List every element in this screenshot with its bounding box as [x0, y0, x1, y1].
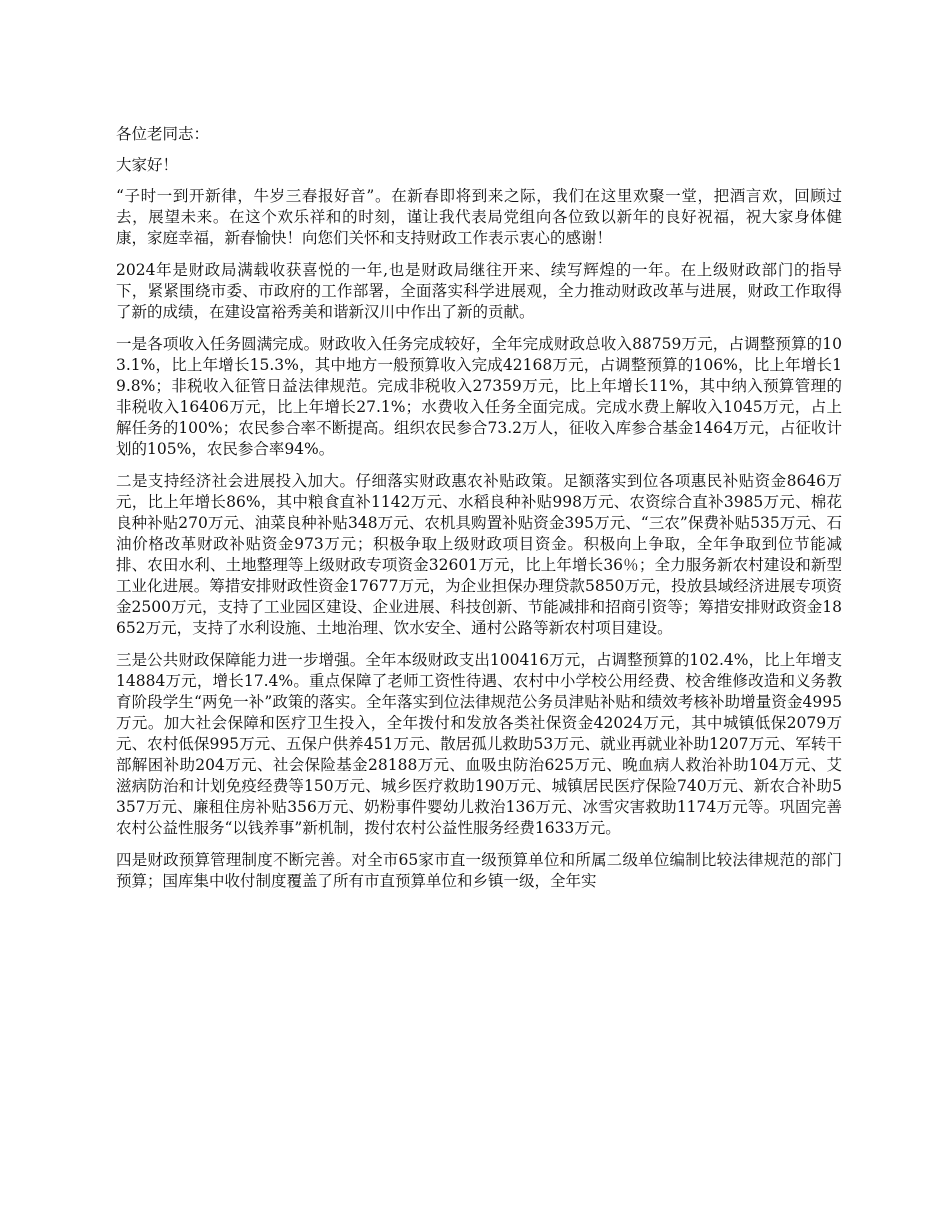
paragraph-budget-management: 四是财政预算管理制度不断完善。对全市65家市直一级预算单位和所属二级单位编制比较法律规范的部门预算；国库集中收付制度覆盖了所有市直预算单位和乡镇一级，全年实	[116, 851, 842, 890]
paragraph-economic-support: 二是支持经济社会进展投入加大。仔细落实财政惠农补贴政策。足额落实到位各项惠民补贴资金8646万元，比上年增长86%，其中粮食直补1142万元、水稻良种补贴998万元、农资综合直补3985万元、棉花良种补贴270万元、油菜良种补贴348万元、农机具购置补贴资金395万元、“三农”保费补贴535万元、石油价格改革财政补贴资金973万元；积极争取上级财政项目资金。积极向上争取，全年争取到位节能减排、农田水利、土地整理等上级财政专项资金32601万元，比上年增长36％；全力服务新农村建设和新型工业化进展。筹措安排财政性资金17677万元，为企业担保办理贷款5850万元，投放县域经济进展专项资金2500万元，支持了工业园区建设、企业进展、科技创新、节能减排和招商引资等；筹措安排财政资金18652万元，支持了水利设施、土地治理、饮水安全、通村公路等新农村项目建设。	[116, 472, 842, 637]
salutation: 各位老同志：	[116, 125, 210, 143]
document-body	[116, 124, 842, 903]
paragraph-public-finance: 三是公共财政保障能力进一步增强。全年本级财政支出100416万元，占调整预算的102.4%，比上年增支14884万元，增长17.4%。重点保障了老师工资性待遇、农村中小学校公用经费、校舍维修改造和义务教育阶段学生“两免一补”政策的落实。全年落实到位法律规范公务员津贴补贴和绩效考核补助增量资金4995万元。加大社会保障和医疗卫生投入，全年拨付和发放各类社保资金42024万元，其中城镇低保2079万元、农村低保995万元、五保户供养451万元、散居孤儿救助53万元、就业再就业补助1207万元、军转干部解困补助204万元、社会保险基金28188万元、血吸虫防治625万元、晚血病人救治补助104万元、艾滋病防治和计划免疫经费等150万元、城乡医疗救助190万元、城镇居民医疗保险740万元、新农合补助5357万元、廉租住房补贴356万元、奶粉事件婴幼儿救治136万元、冰雪灾害救助1174万元等。巩固完善农村公益性服务“以钱养事”新机制，拨付农村公益性服务经费1633万元。	[116, 651, 842, 837]
paragraph-new-year-wishes: “子时一到开新律，牛岁三春报好音”。在新春即将到来之际，我们在这里欢聚一堂，把酒言欢，回顾过去，展望未来。在这个欢乐祥和的时刻，谨让我代表局党组向各位致以新年的良好祝福，祝大家身体健康，家庭幸福，新春愉快！向您们关怀和支持财政工作表示衷心的感谢！	[116, 187, 842, 247]
greeting: 大家好！	[116, 156, 179, 174]
paragraph-revenue: 一是各项收入任务圆满完成。财政收入任务完成较好，全年完成财政总收入88759万元，占调整预算的103.1%，比上年增长15.3%，其中地方一般预算收入完成42168万元，占调整预算的106%，比上年增长19.8%；非税收入征管日益法律规范。完成非税收入27359万元，比上年增长11%，其中纳入预算管理的非税收入16406万元，比上年增长27.1%；水费收入任务全面完成。完成水费上解收入1045万元，占上解任务的100%；农民参合率不断提高。组织农民参合73.2万人，征收入库参合基金1464万元，占征收计划的105%，农民参合率94%。	[116, 335, 842, 458]
paragraph-year-summary: 2024年是财政局满载收获喜悦的一年,也是财政局继往开来、续写辉煌的一年。在上级财政部门的指导下，紧紧围绕市委、市政府的工作部署，全面落实科学进展观，全力推动财政改革与进展，财政工作取得了新的成绩，在建设富裕秀美和谐新汉川中作出了新的贡献。	[116, 261, 842, 321]
